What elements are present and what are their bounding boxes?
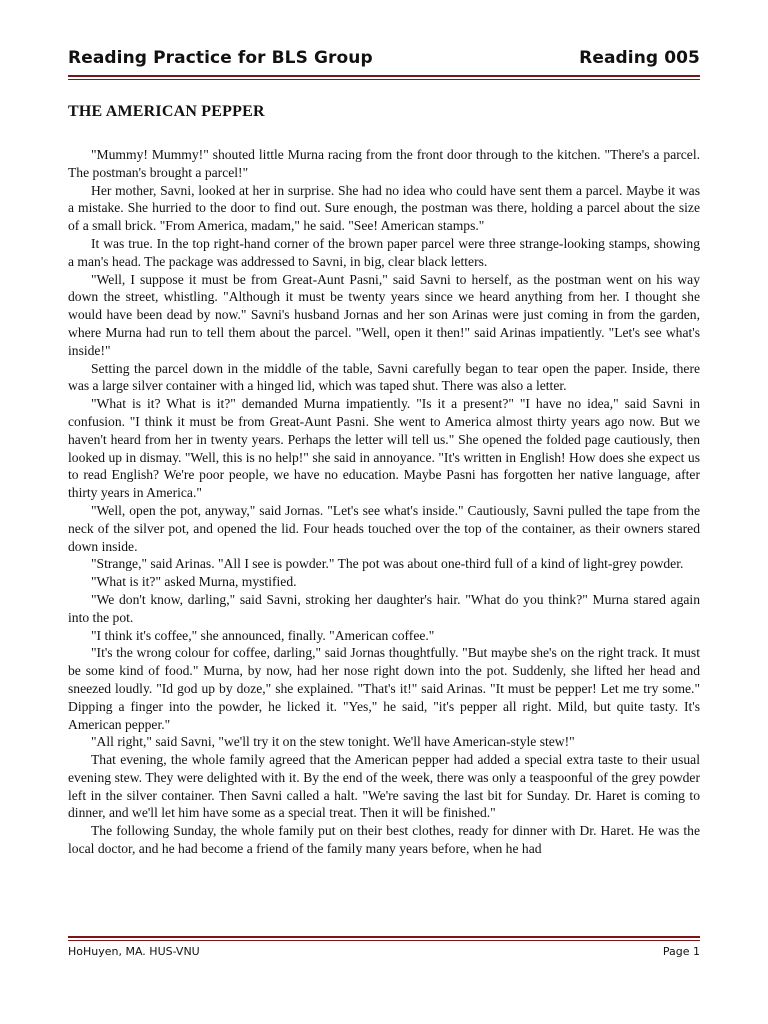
paragraph: "Strange," said Arinas. "All I see is powder." The pot was about one-third full of a kind of light-grey powder.: [91, 556, 684, 572]
footer-author: HoHuyen, MA. HUS-VNU: [68, 945, 200, 958]
paragraph: Setting the parcel down in the middle of the table, Savni carefully began to tear open the paper. Inside, there was a large silver container with a hinged lid, which was taped shut. There was also a letter.: [68, 360, 700, 394]
paragraph: It was true. In the top right-hand corner of the brown paper parcel were three strange-looking stamps, showing a man's head. The package was addressed to Savni, in big, clear black letters.: [68, 235, 700, 269]
footer-rule-thin: [68, 940, 700, 941]
header-title: Reading Practice for BLS Group: [68, 48, 373, 68]
paragraph: Her mother, Savni, looked at her in surprise. She had no idea who could have sent them a parcel. Maybe it was a mistake. She hurried to the door to find out. Sure enough, the postman was there, holding a parcel about the size of a small brick. "From America, madam," he said. "See! American stamps.": [68, 182, 700, 234]
header-reading-number: Reading 005: [579, 48, 700, 68]
header-rule-thick: [68, 75, 700, 77]
story-body: [68, 146, 700, 858]
paragraph: "Mummy! Mummy!" shouted little Murna racing from the front door through to the kitchen. "There's a parcel. The postman's brought a parcel!": [68, 147, 700, 180]
paragraph: "I think it's coffee," she announced, finally. "American coffee.": [91, 627, 435, 643]
paragraph: "We don't know, darling," said Savni, stroking her daughter's hair. "What do you think?" Murna stared again into the pot.: [68, 591, 700, 625]
page-header: [68, 46, 700, 74]
page-number: Page 1: [662, 945, 700, 958]
paragraph: "What is it?" asked Murna, mystified.: [91, 574, 297, 590]
story-title: THE AMERICAN PEPPER: [68, 103, 265, 120]
header-rule-thin: [68, 79, 700, 80]
paragraph: "Well, open the pot, anyway," said Jornas. "Let's see what's inside." Cautiously, Savni pulled the tape from the neck of the silver pot, and opened the lid. Four heads touched over the top of the container, as their owners stared down inside.: [68, 502, 700, 554]
paragraph: "What is it? What is it?" demanded Murna impatiently. "Is it a present?" "I have no idea," said Savni in confusion. "I think it must be from Great-Aunt Pasni. She went to America almost thirty years ago now. But we haven't heard from her in twenty years. Perhaps the letter will tell us." She opened the folded page cautiously, then looked up in dismay. "Well, this is no help!" she said in annoyance. "It's written in English! How does she expect us to read English? We're poor people, we have no education. Maybe Pasni has forgotten her native language, after thirty years in America.": [68, 396, 700, 501]
paragraph: "Well, I suppose it must be from Great-Aunt Pasni," said Savni to herself, as the postman went on his way down the street, whistling. "Although it must be twenty years since we heard anything from her. I thought she would have been dead by now." Savni's husband Jornas and her son Arinas were just coming in from the garden, where Murna had run to tell them about the parcel. "Well, open it then!" said Arinas impatiently. "Let's see what's inside!": [68, 271, 700, 358]
paragraph: "It's the wrong colour for coffee, darling," said Jornas thoughtfully. "But maybe she's on the right track. It must be some kind of food." Murna, by now, had her nose right down into the pot. Suddenly, she lifted her head and sneezed loudly. "Id god up by doze," she explained. "That's it!" said Arinas. "It must be pepper! Let me try some." Dipping a finger into the powder, he licked it. "Yes," he said, "it's pepper all right. Mild, but quite tasty. It's American pepper.": [68, 645, 700, 732]
footer-rule-thick: [68, 936, 700, 938]
paragraph: The following Sunday, the whole family put on their best clothes, ready for dinner with Dr. Haret. He was the local doctor, and he had become a friend of the family many years before, when he had: [68, 823, 700, 857]
paragraph: That evening, the whole family agreed that the American pepper had added a special extra taste to their usual evening stew. They were delighted with it. By the end of the week, there was only a teaspoonful of the grey powder left in the silver container. Then Savni called a halt. "We're saving the last bit for Sunday. Dr. Haret is coming to dinner, and we'll let him have some as a special treat. Then it will be finished.": [68, 752, 700, 821]
paragraph: "All right," said Savni, "we'll try it on the stew tonight. We'll have American-style stew!": [91, 734, 575, 750]
